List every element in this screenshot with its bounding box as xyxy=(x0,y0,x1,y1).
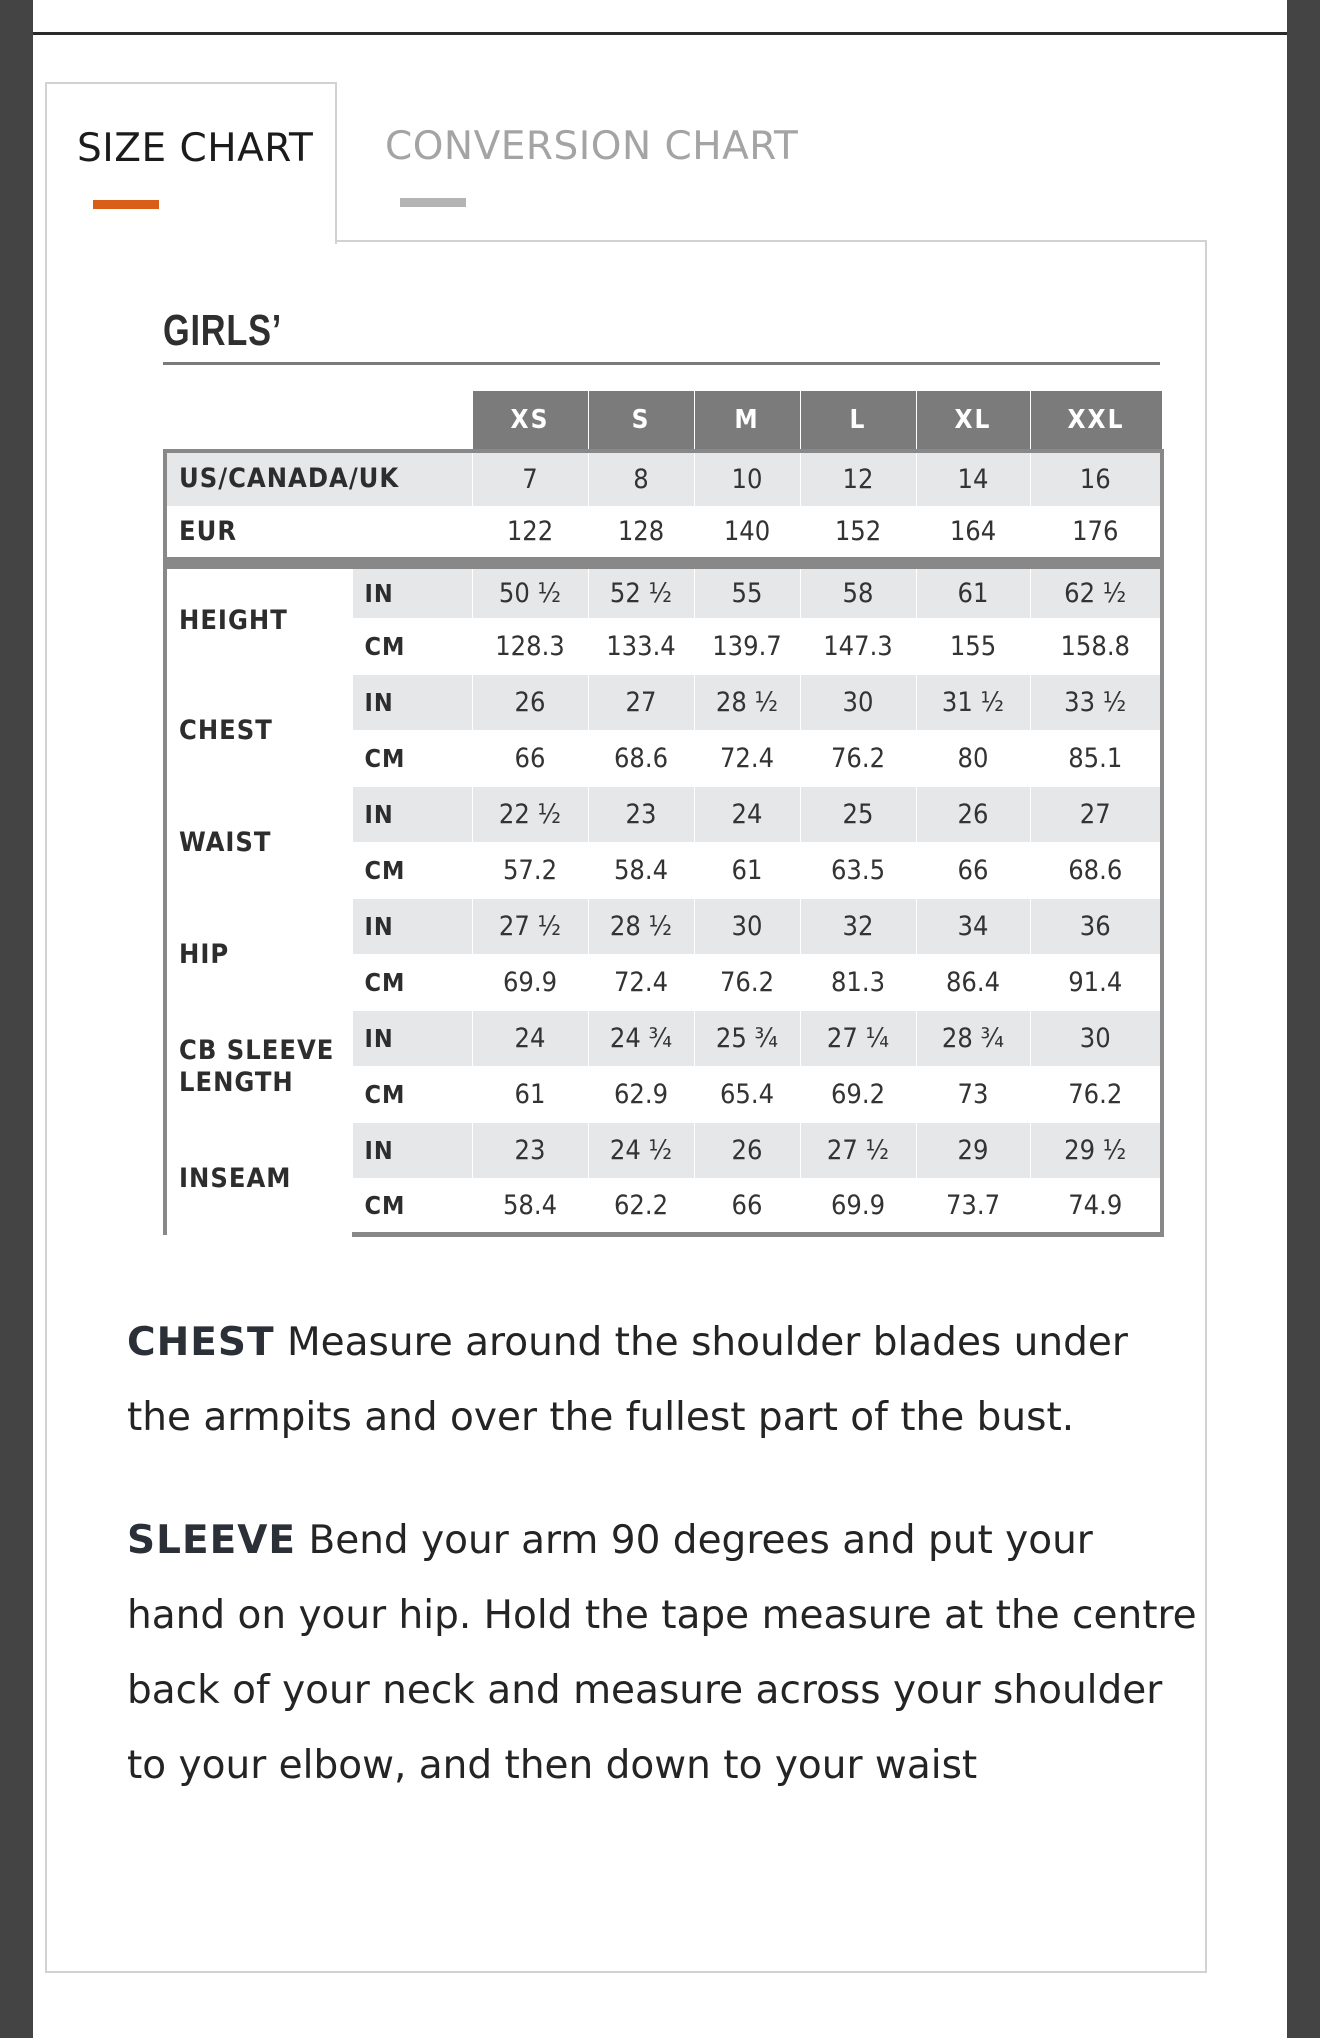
size-value-cell: 25 ¾ xyxy=(694,1011,800,1067)
size-value-cell: 28 ½ xyxy=(694,675,800,731)
chest-term: CHEST xyxy=(127,1320,275,1365)
size-value-cell: 128 xyxy=(588,507,694,563)
size-value-cell: 62 ½ xyxy=(1030,563,1162,619)
size-value-cell: 31 ½ xyxy=(916,675,1030,731)
size-value-cell: 140 xyxy=(694,507,800,563)
size-header-cell: M xyxy=(694,391,800,451)
size-value-cell: 80 xyxy=(916,731,1030,787)
size-value-cell: 69.9 xyxy=(472,955,588,1011)
size-value-cell: 24 ½ xyxy=(588,1123,694,1179)
size-value-cell: 30 xyxy=(1030,1011,1162,1067)
region-label: EUR xyxy=(165,507,472,563)
unit-label: IN xyxy=(352,1123,472,1179)
tab-conversion-chart-label: CONVERSION CHART xyxy=(385,124,799,169)
size-value-cell: 7 xyxy=(472,451,588,507)
measurement-label: CHEST xyxy=(165,675,352,787)
size-value-cell: 58.4 xyxy=(588,843,694,899)
unit-label: IN xyxy=(352,563,472,619)
measurement-row xyxy=(165,899,1162,955)
size-value-cell: 81.3 xyxy=(800,955,916,1011)
tab-size-chart[interactable] xyxy=(45,82,337,244)
size-value-cell: 14 xyxy=(916,451,1030,507)
size-value-cell: 25 xyxy=(800,787,916,843)
size-header-cell: S xyxy=(588,391,694,451)
unit-label: CM xyxy=(352,843,472,899)
size-value-cell: 28 ¾ xyxy=(916,1011,1030,1067)
size-value-cell: 16 xyxy=(1030,451,1162,507)
unit-label: IN xyxy=(352,899,472,955)
size-value-cell: 61 xyxy=(472,1067,588,1123)
size-value-cell: 27 xyxy=(588,675,694,731)
size-value-cell: 27 ¼ xyxy=(800,1011,916,1067)
size-header-cell: XL xyxy=(916,391,1030,451)
size-value-cell: 22 ½ xyxy=(472,787,588,843)
size-header-cell: XXL xyxy=(1030,391,1162,451)
measurement-label: CB SLEEVE LENGTH xyxy=(165,1011,352,1123)
size-value-cell: 57.2 xyxy=(472,843,588,899)
size-value-cell: 23 xyxy=(472,1123,588,1179)
chest-description xyxy=(127,1305,1197,1455)
tab-size-chart-label: SIZE CHART xyxy=(77,126,314,171)
size-value-cell: 133.4 xyxy=(588,619,694,675)
measurement-row xyxy=(165,787,1162,843)
size-value-cell: 62.2 xyxy=(588,1179,694,1235)
size-value-cell: 8 xyxy=(588,451,694,507)
size-value-cell: 23 xyxy=(588,787,694,843)
measurement-label: HEIGHT xyxy=(165,563,352,675)
measurement-row xyxy=(165,563,1162,619)
unit-label: IN xyxy=(352,675,472,731)
size-value-cell: 55 xyxy=(694,563,800,619)
size-value-cell: 128.3 xyxy=(472,619,588,675)
size-value-cell: 33 ½ xyxy=(1030,675,1162,731)
size-value-cell: 27 ½ xyxy=(800,1123,916,1179)
size-value-cell: 66 xyxy=(472,731,588,787)
sleeve-description xyxy=(127,1503,1197,1803)
size-value-cell: 29 ½ xyxy=(1030,1123,1162,1179)
size-value-cell: 12 xyxy=(800,451,916,507)
size-value-cell: 73 xyxy=(916,1067,1030,1123)
size-value-cell: 65.4 xyxy=(694,1067,800,1123)
tab-inactive-indicator xyxy=(400,198,466,207)
size-value-cell: 24 xyxy=(472,1011,588,1067)
size-value-cell: 69.2 xyxy=(800,1067,916,1123)
size-value-cell: 28 ½ xyxy=(588,899,694,955)
chart-title: GIRLS’ xyxy=(163,306,283,355)
size-value-cell: 122 xyxy=(472,507,588,563)
size-value-cell: 63.5 xyxy=(800,843,916,899)
measurement-row xyxy=(165,675,1162,731)
size-header-row xyxy=(165,391,1162,451)
size-chart-table xyxy=(163,390,1160,1237)
size-value-cell: 73.7 xyxy=(916,1179,1030,1235)
size-value-cell: 50 ½ xyxy=(472,563,588,619)
region-row xyxy=(165,451,1162,507)
size-value-cell: 26 xyxy=(472,675,588,731)
size-value-cell: 30 xyxy=(694,899,800,955)
chest-text: Measure around the shoulder blades under the armpits and over the fullest part of the bust. xyxy=(127,1320,1128,1440)
size-value-cell: 24 ¾ xyxy=(588,1011,694,1067)
size-value-cell: 34 xyxy=(916,899,1030,955)
size-value-cell: 27 xyxy=(1030,787,1162,843)
size-value-cell: 26 xyxy=(694,1123,800,1179)
size-value-cell: 10 xyxy=(694,451,800,507)
size-value-cell: 86.4 xyxy=(916,955,1030,1011)
size-value-cell: 176 xyxy=(1030,507,1162,563)
size-value-cell: 155 xyxy=(916,619,1030,675)
measurement-row xyxy=(165,1123,1162,1179)
size-value-cell: 164 xyxy=(916,507,1030,563)
size-value-cell: 58.4 xyxy=(472,1179,588,1235)
size-value-cell: 52 ½ xyxy=(588,563,694,619)
unit-label: IN xyxy=(352,1011,472,1067)
size-value-cell: 62.9 xyxy=(588,1067,694,1123)
tab-active-indicator xyxy=(93,200,159,209)
size-value-cell: 74.9 xyxy=(1030,1179,1162,1235)
unit-label: CM xyxy=(352,1179,472,1235)
sleeve-text: Bend your arm 90 degrees and put your hand on your hip. Hold the tape measure at the centre back of your neck and measure across your shoulder to your elbow, and then down to your waist xyxy=(127,1518,1197,1788)
size-value-cell: 29 xyxy=(916,1123,1030,1179)
size-value-cell: 91.4 xyxy=(1030,955,1162,1011)
measurement-label: WAIST xyxy=(165,787,352,899)
region-label: US/CANADA/UK xyxy=(165,451,472,507)
size-value-cell: 85.1 xyxy=(1030,731,1162,787)
size-value-cell: 76.2 xyxy=(800,731,916,787)
size-value-cell: 61 xyxy=(916,563,1030,619)
size-value-cell: 26 xyxy=(916,787,1030,843)
unit-label: IN xyxy=(352,787,472,843)
size-value-cell: 24 xyxy=(694,787,800,843)
size-value-cell: 72.4 xyxy=(588,955,694,1011)
size-value-cell: 76.2 xyxy=(694,955,800,1011)
measurement-label: HIP xyxy=(165,899,352,1011)
size-value-cell: 69.9 xyxy=(800,1179,916,1235)
size-value-cell: 139.7 xyxy=(694,619,800,675)
unit-label: CM xyxy=(352,955,472,1011)
sleeve-term: SLEEVE xyxy=(127,1518,297,1563)
title-divider xyxy=(163,362,1160,365)
size-value-cell: 158.8 xyxy=(1030,619,1162,675)
unit-label: CM xyxy=(352,619,472,675)
size-value-cell: 72.4 xyxy=(694,731,800,787)
size-value-cell: 58 xyxy=(800,563,916,619)
top-divider xyxy=(33,32,1287,35)
size-value-cell: 147.3 xyxy=(800,619,916,675)
size-header-cell: XS xyxy=(472,391,588,451)
measurement-row xyxy=(165,1011,1162,1067)
size-value-cell: 76.2 xyxy=(1030,1067,1162,1123)
size-value-cell: 152 xyxy=(800,507,916,563)
size-value-cell: 36 xyxy=(1030,899,1162,955)
size-value-cell: 66 xyxy=(916,843,1030,899)
size-header-cell: L xyxy=(800,391,916,451)
measurement-label: INSEAM xyxy=(165,1123,352,1235)
size-table xyxy=(163,390,1164,1237)
size-value-cell: 68.6 xyxy=(1030,843,1162,899)
tab-conversion-chart[interactable] xyxy=(385,82,845,232)
size-value-cell: 68.6 xyxy=(588,731,694,787)
region-row xyxy=(165,507,1162,563)
size-value-cell: 30 xyxy=(800,675,916,731)
size-value-cell: 66 xyxy=(694,1179,800,1235)
unit-label: CM xyxy=(352,731,472,787)
unit-label: CM xyxy=(352,1067,472,1123)
size-value-cell: 32 xyxy=(800,899,916,955)
header-blank xyxy=(165,391,472,451)
size-value-cell: 27 ½ xyxy=(472,899,588,955)
size-value-cell: 61 xyxy=(694,843,800,899)
